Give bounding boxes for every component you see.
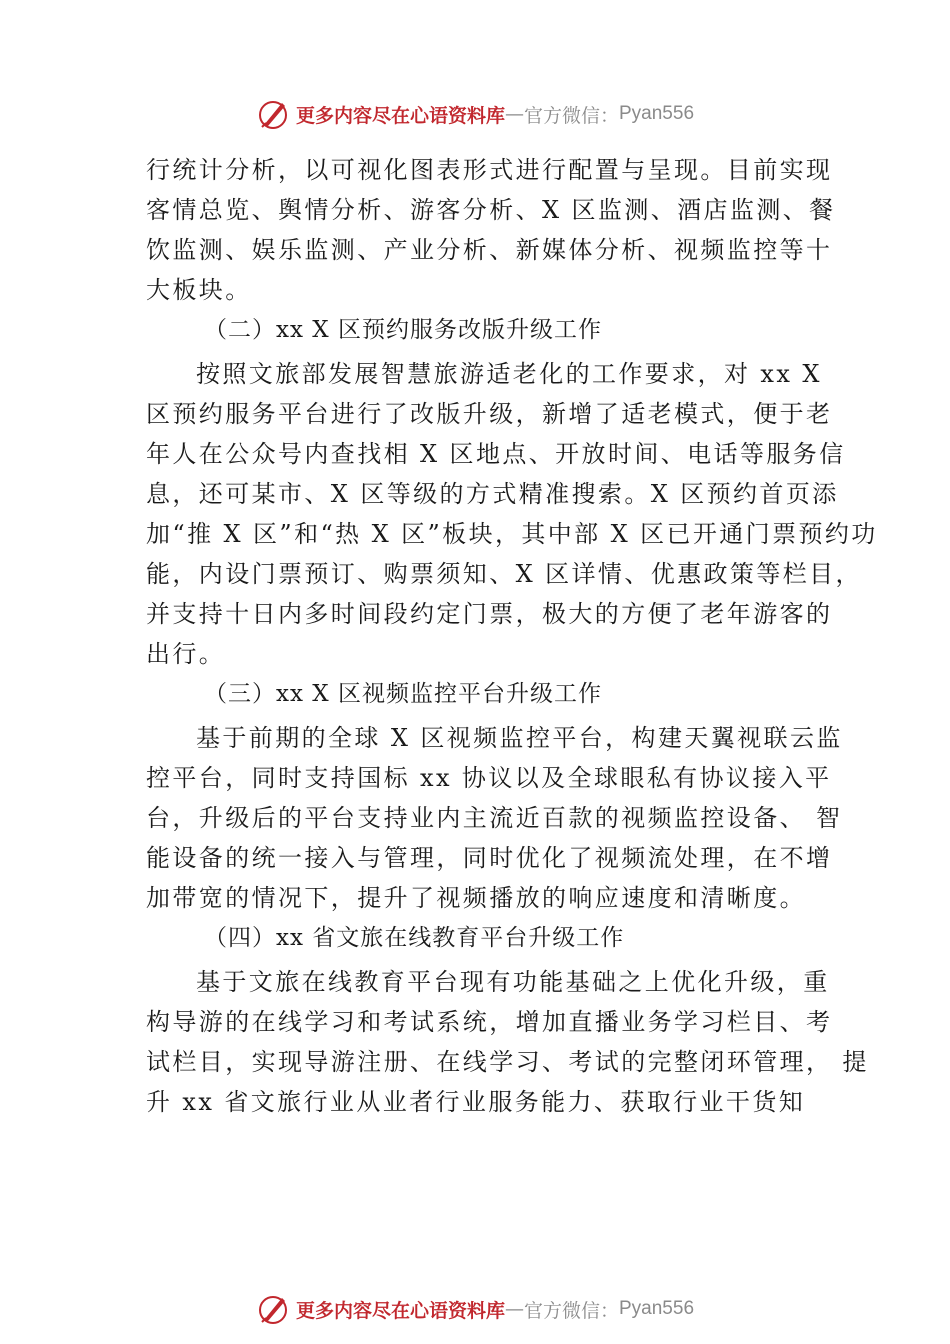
- document-body: [146, 150, 878, 1122]
- section-heading-2: （二）xx X 区预约服务改版升级工作: [204, 317, 602, 343]
- watermark-footer: [0, 1289, 950, 1329]
- text-line: 饮监测、娱乐监测、产业分析、新媒体分析、视频监控等十: [146, 236, 833, 264]
- text-line: 行统计分析，以可视化图表形式进行配置与呈现。目前实现: [146, 156, 833, 184]
- watermark-red-text: 更多内容尽在心语资料库: [295, 104, 505, 127]
- watermark-dash: —: [504, 1298, 524, 1320]
- watermark-header: [0, 94, 950, 134]
- text-line: 基于前期的全球 X 区视频监控平台，构建天翼视联云监: [196, 724, 843, 752]
- text-line: 试栏目，实现导游注册、在线学习、考试的完整闭环管理， 提: [146, 1048, 869, 1076]
- quill-logo-icon: [256, 1292, 290, 1326]
- watermark-grey-text: 官方微信：: [523, 104, 619, 127]
- text-line: 构导游的在线学习和考试系统，增加直播业务学习栏目、考: [146, 1008, 833, 1036]
- text-line: 能，内设门票预订、购票须知、X 区详情、优惠政策等栏目，: [146, 560, 862, 588]
- text-line: 按照文旅部发展智慧旅游适老化的工作要求，对 xx X: [196, 360, 822, 388]
- section-heading-3: （三）xx X 区视频监控平台升级工作: [204, 681, 602, 707]
- watermark-dash: —: [504, 103, 524, 125]
- watermark-wechat-id: Pyan556: [619, 103, 695, 124]
- text-line: 息，还可某市、X 区等级的方式精准搜索。X 区预约首页添: [146, 480, 839, 508]
- text-line: 大板块。: [146, 276, 252, 304]
- section-heading-4: （四）xx 省文旅在线教育平台升级工作: [204, 925, 625, 951]
- text-line: 年人在公众号内查找相 X 区地点、开放时间、电话等服务信: [146, 440, 846, 468]
- text-line: 台，升级后的平台支持业内主流近百款的视频监控设备、 智: [146, 804, 843, 832]
- watermark-grey-text: 官方微信：: [523, 1299, 619, 1322]
- text-line: 能设备的统一接入与管理，同时优化了视频流处理，在不增: [146, 844, 833, 872]
- watermark-red-text: 更多内容尽在心语资料库: [295, 1299, 505, 1322]
- text-line: 基于文旅在线教育平台现有功能基础之上优化升级，重: [196, 968, 830, 996]
- text-line: 控平台，同时支持国标 xx 协议以及全球眼私有协议接入平: [146, 764, 832, 792]
- text-line: 区预约服务平台进行了改版升级，新增了适老模式，便于老: [146, 400, 833, 428]
- text-line: 出行。: [146, 640, 226, 668]
- quill-logo-icon: [256, 97, 290, 131]
- text-line: 加“推 X 区”和“热 X 区”板块，其中部 X 区已开通门票预约功: [146, 520, 878, 548]
- watermark-wechat-id: Pyan556: [619, 1298, 695, 1319]
- text-line: 加带宽的情况下，提升了视频播放的响应速度和清晰度。: [146, 884, 806, 912]
- text-line: 并支持十日内多时间段约定门票，极大的方便了老年游客的: [146, 600, 833, 628]
- text-line: 客情总览、舆情分析、游客分析、X 区监测、酒店监测、餐: [146, 196, 836, 224]
- text-line: 升 xx 省文旅行业从业者行业服务能力、获取行业干货知: [146, 1088, 806, 1116]
